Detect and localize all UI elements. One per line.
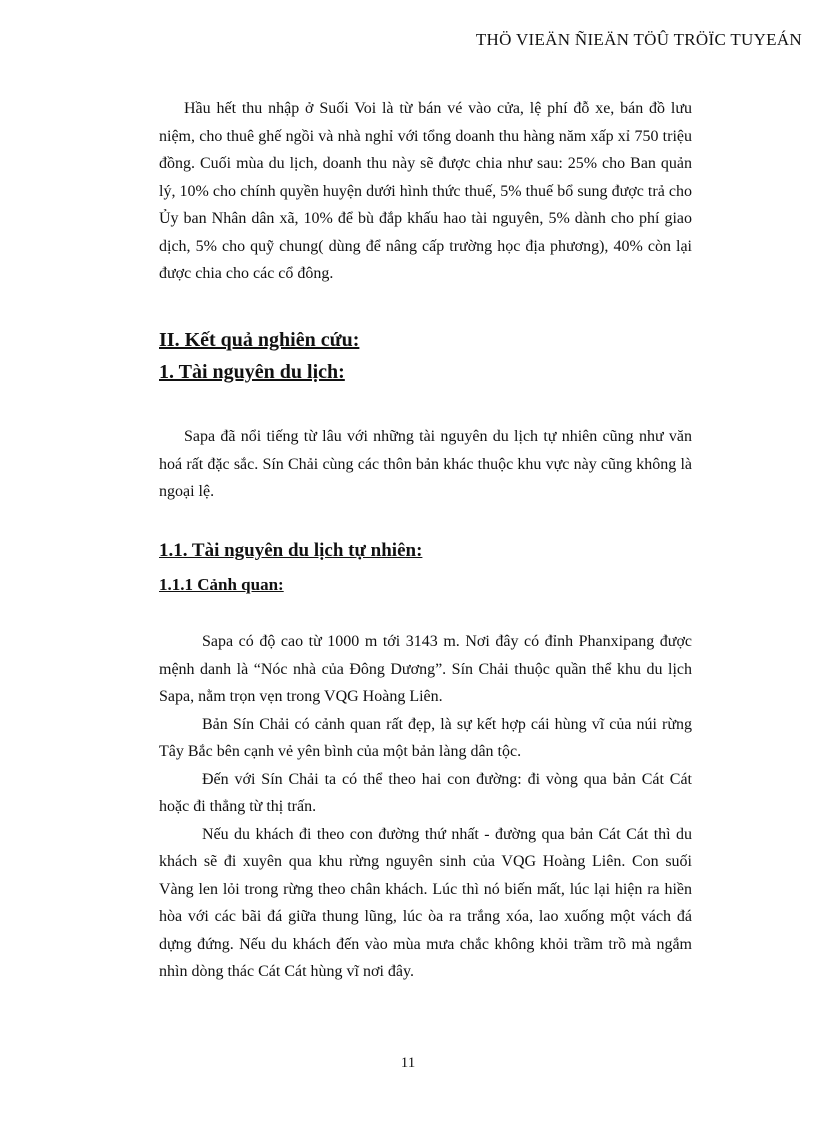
section-heading-1-1-1: 1.1.1 Cảnh quan:: [159, 575, 284, 594]
section-heading-ii: II. Kết quả nghiên cứu:: [159, 329, 360, 351]
section-1-paragraph: Sapa đã nổi tiếng từ lâu với những tài nguyên du lịch tự nhiên cũng như văn hoá rất đặc sắc. Sín Chải cùng các thôn bản khác thuộc khu vực này cũng không là ngoại lệ.: [159, 428, 692, 500]
page-header: THÖ VIEÄN ÑIEÄN TÖÛ TRÖÏC TUYEÁN: [475, 30, 802, 49]
landscape-paragraph: Đến với Sín Chải ta có thể theo hai con đường: đi vòng qua bản Cát Cát hoặc đi thẳng từ thị trấn.: [159, 770, 692, 815]
section-heading-1: 1. Tài nguyên du lịch:: [159, 361, 345, 383]
landscape-paragraph: Sapa có độ cao từ 1000 m tới 3143 m. Nơi đây có đỉnh Phanxipang được mệnh danh là “Nóc nhà của Đông Dương”. Sín Chải thuộc quần thể khu du lịch Sapa, nằm trọn vẹn trong VQG Hoàng Liên.: [159, 633, 692, 705]
landscape-paragraph: Bản Sín Chải có cảnh quan rất đẹp, là sự kết hợp cái hùng vĩ của núi rừng Tây Bắc bên cạnh vẻ yên bình của một bản làng dân tộc.: [159, 715, 692, 760]
landscape-paragraph: Nếu du khách đi theo con đường thứ nhất - đường qua bản Cát Cát thì du khách sẽ đi xuyên qua khu rừng nguyên sinh của VQG Hoàng Liên. Con suối Vàng len lỏi trong rừng theo chân khách. Lúc thì nó biến mất, lúc lại hiện ra hiền hòa với các bãi đá giữa thung lũng, lúc òa ra trắng xóa, lao xuống một vách đá dựng đứng. Nếu du khách đến vào mùa mưa chắc không khỏi trầm trồ mà ngắm nhìn dòng thác Cát Cát hùng vĩ nơi đây.: [159, 825, 692, 980]
landscape-section-body: [159, 628, 692, 986]
section-heading-1-1: 1.1. Tài nguyên du lịch tự nhiên:: [159, 540, 423, 561]
page-number: 11: [400, 1055, 416, 1071]
intro-paragraph: Hầu hết thu nhập ở Suối Voi là từ bán vé vào cửa, lệ phí đỗ xe, bán đồ lưu niệm, cho thuê ghế ngồi và nhà nghỉ với tổng doanh thu hàng năm xấp xỉ 750 triệu đồng. Cuối mùa du lịch, doanh thu này sẽ được chia như sau: 25% cho Ban quản lý, 10% cho chính quyền huyện dưới hình thức thuế, 5% thuế bổ sung được trả cho Ủy ban Nhân dân xã, 10% để bù đắp khấu hao tài nguyên, 5% dành cho phí giao dịch, 5% cho quỹ chung( dùng để nâng cấp trường học địa phương), 40% còn lại được chia cho các cổ đông.: [159, 100, 692, 282]
